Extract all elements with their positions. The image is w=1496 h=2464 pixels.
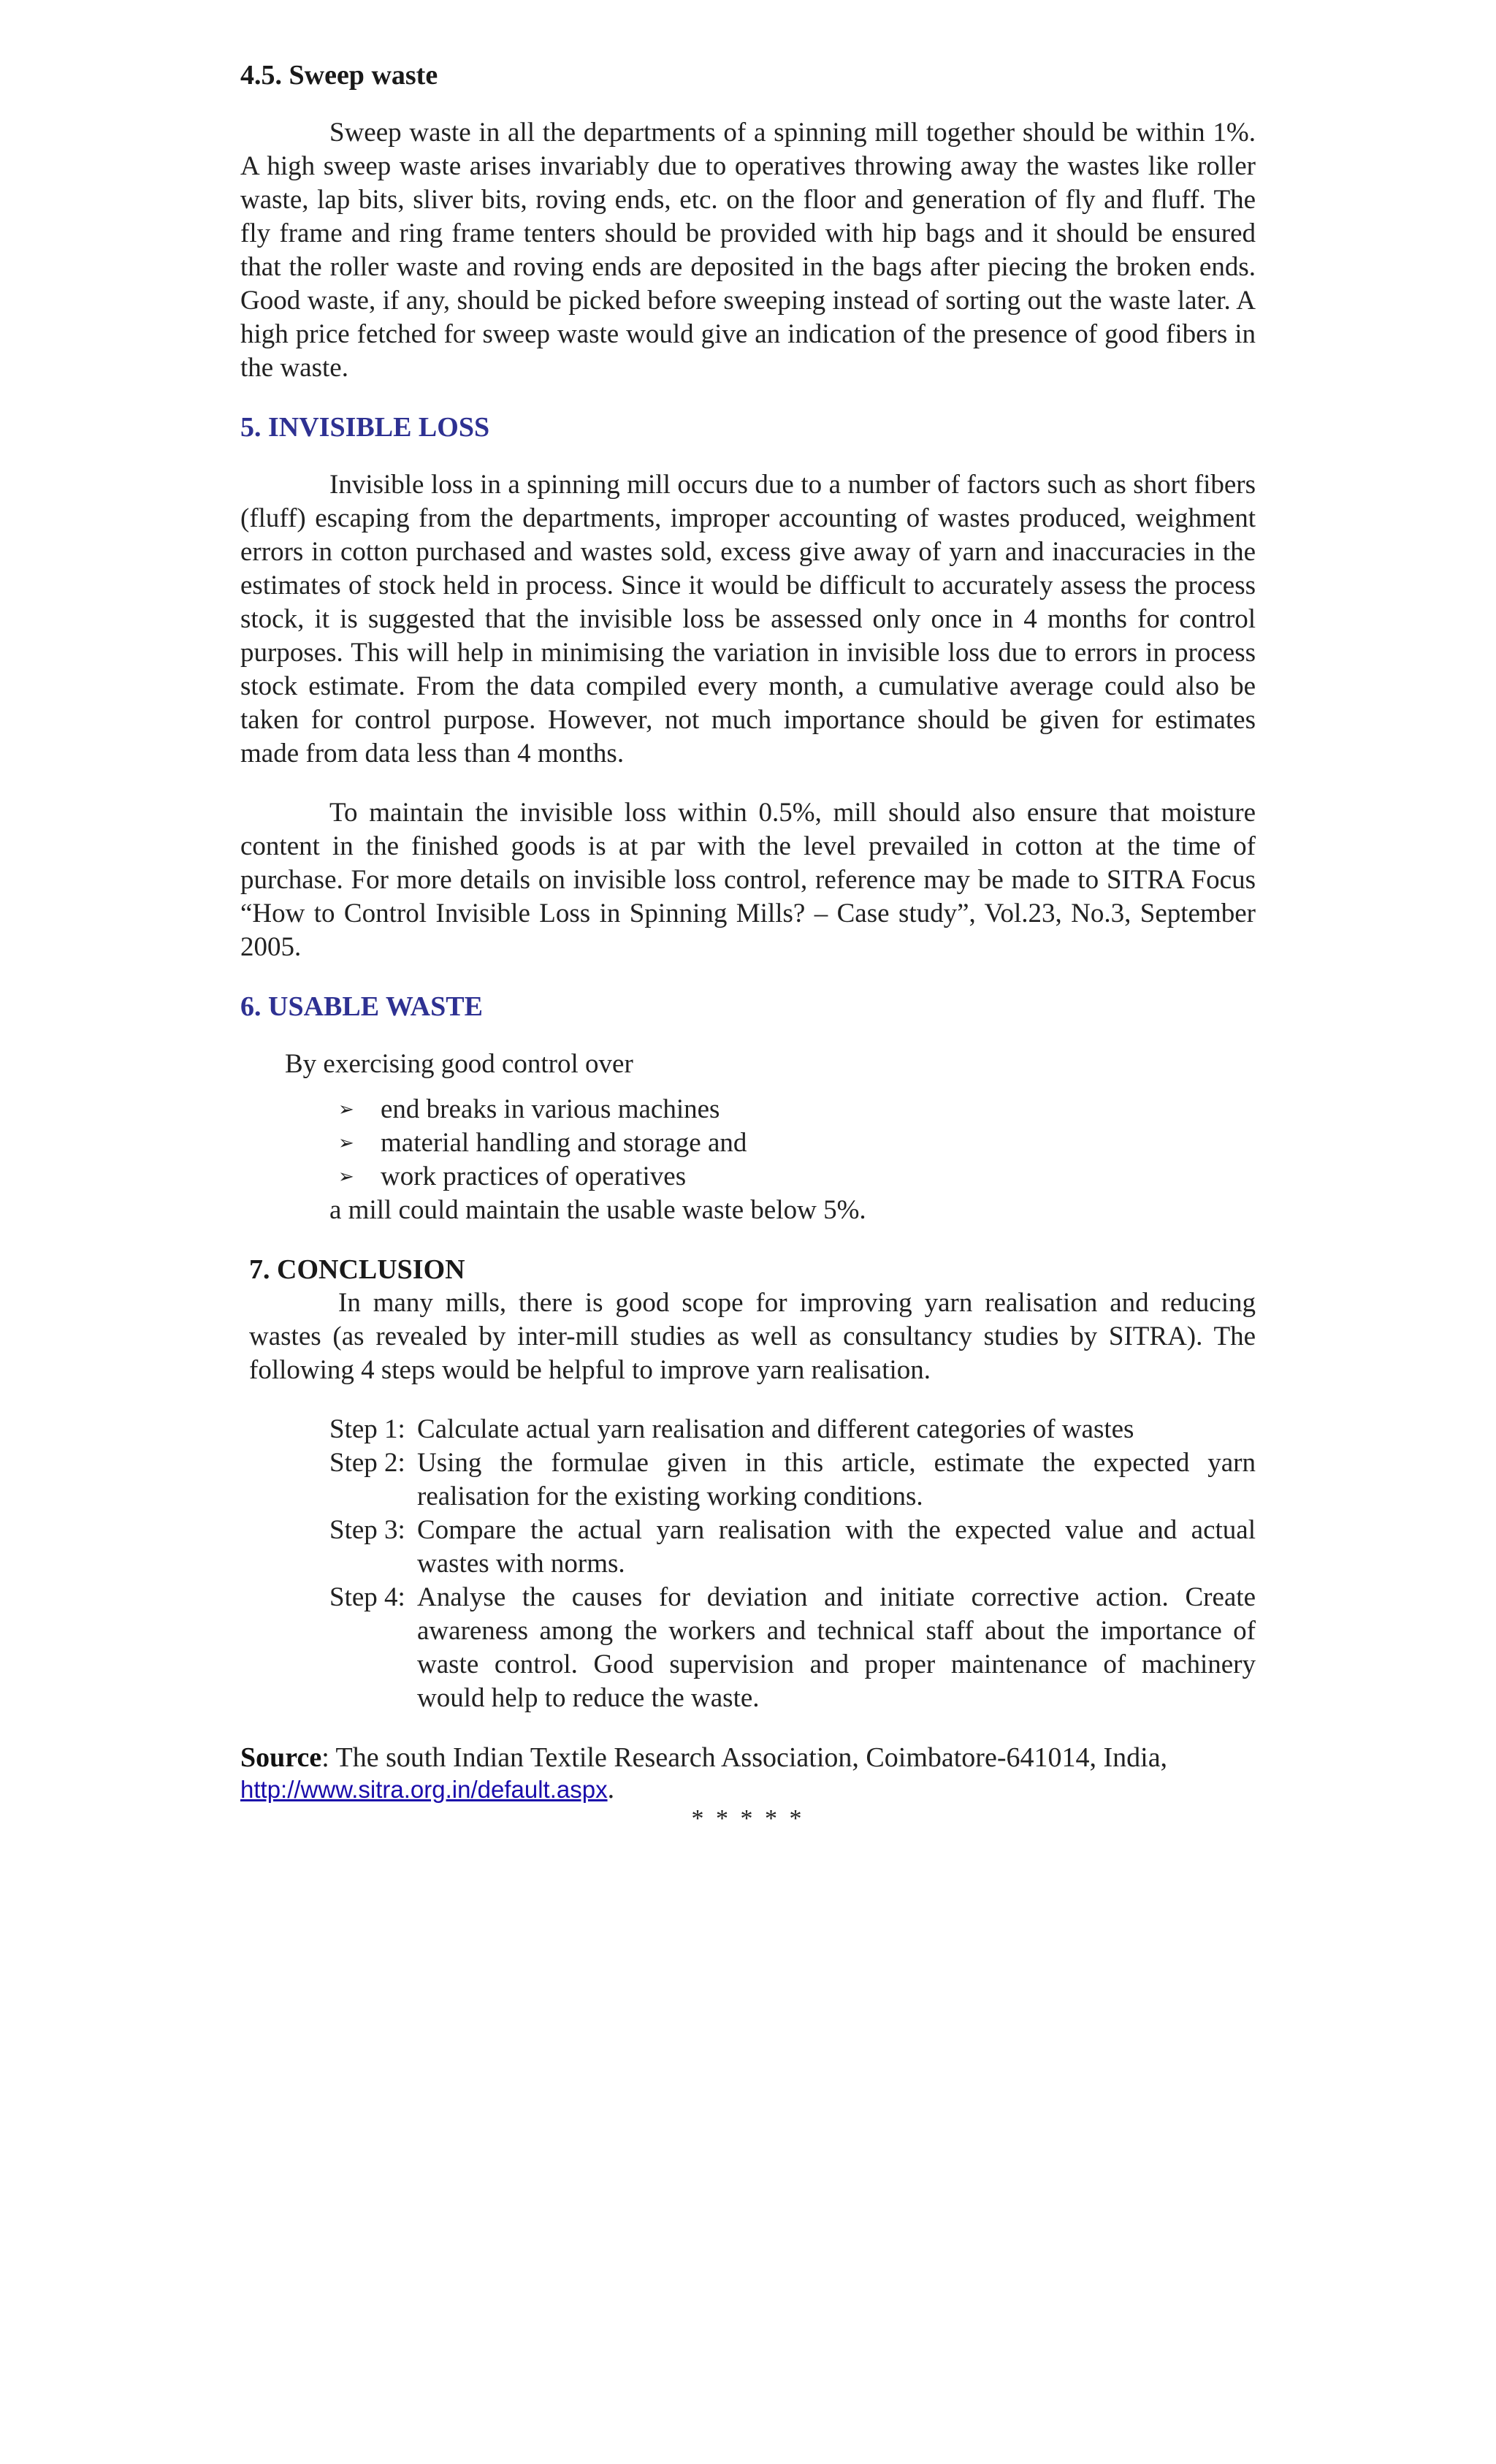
- usable-waste-outro: a mill could maintain the usable waste below 5%.: [329, 1195, 866, 1225]
- conclusion-section: [240, 1253, 1256, 1387]
- sitra-website-link[interactable]: http://www.sitra.org.in/default.aspx: [240, 1776, 608, 1803]
- conclusion-paragraph: In many mills, there is good scope for improving yarn realisation and reducing wastes (as revealed by inter-mill studies as well as consultancy studies by SITRA). The following 4 steps would be helpful to improve yarn realisation.: [249, 1288, 1256, 1385]
- end-of-article-marker: * * * * *: [691, 1805, 805, 1832]
- source-citation: [240, 1741, 1256, 1774]
- list-item: ➢ end breaks in various machines: [329, 1093, 1256, 1126]
- step-item: [329, 1446, 1256, 1514]
- list-item: ➢ work practices of operatives: [329, 1160, 1256, 1194]
- source-text: : The south Indian Textile Research Association, Coimbatore-641014, India,: [321, 1742, 1168, 1773]
- sweep-waste-paragraph: Sweep waste in all the departments of a spinning mill together should be within 1%. A high sweep waste arises invariably due to operatives throwing away the wastes like roller waste, lap bits, sliver bits, roving ends, etc. on the floor and generation of fly and fluff. The fly frame and ring frame tenters should be provided with hip bags and it should be ensured that the roller waste and roving ends are deposited in the bags after piecing the broken ends. Good waste, if any, should be picked before sweeping instead of sorting out the waste later. A high price fetched for sweep waste would give an indication of the presence of good fibers in the waste.: [240, 118, 1256, 383]
- source-label: Source: [240, 1742, 322, 1773]
- conclusion-steps: [240, 1413, 1256, 1715]
- section-heading-conclusion: 7. CONCLUSION: [249, 1254, 465, 1285]
- section-heading-invisible-loss: 5. INVISIBLE LOSS: [240, 412, 490, 443]
- step-item: [329, 1514, 1256, 1581]
- invisible-loss-paragraph-1: Invisible loss in a spinning mill occurs due to a number of factors such as short fibers (fluff) escaping from the departments, improper accounting of wastes produced, weighment errors in cotton purchased and wastes sold, excess give away of yarn and inaccuracies in the estimates of stock held in process. Since it would be difficult to accurately assess the process stock, it is suggested that the invisible loss be assessed only once in 4 months for control purposes. This will help in minimising the variation in invisible loss due to errors in process stock estimate. From the data compiled every month, a cumulative average could also be taken for control purpose. However, not much importance should be given for estimates made from data less than 4 months.: [240, 470, 1256, 768]
- step-label: Step 4:: [329, 1582, 405, 1612]
- section-heading-usable-waste: 6. USABLE WASTE: [240, 991, 483, 1022]
- source-link-line: http://www.sitra.org.in/default.aspx.: [240, 1774, 615, 1804]
- document-page: [240, 58, 1256, 1834]
- step-text: Using the formulae given in this article, estimate the expected yarn realisation for the existing working conditions.: [417, 1448, 1256, 1511]
- step-item: [329, 1581, 1256, 1715]
- step-label: Step 1:: [329, 1414, 405, 1444]
- section-heading-sweep-waste: 4.5. Sweep waste: [240, 60, 438, 91]
- step-label: Step 2:: [329, 1448, 405, 1478]
- step-text: Compare the actual yarn realisation with the expected value and actual wastes with norms.: [417, 1515, 1256, 1579]
- step-text: Calculate actual yarn realisation and different categories of wastes: [417, 1414, 1134, 1444]
- arrow-bullet-icon: ➢: [338, 1132, 354, 1154]
- step-item: [329, 1413, 1256, 1446]
- arrow-bullet-icon: ➢: [338, 1099, 354, 1121]
- usable-waste-list: [240, 1093, 1256, 1194]
- step-label: Step 3:: [329, 1515, 405, 1545]
- list-item: ➢ material handling and storage and: [329, 1126, 1256, 1160]
- arrow-bullet-icon: ➢: [338, 1166, 354, 1188]
- usable-waste-intro: By exercising good control over: [285, 1049, 633, 1079]
- step-text: Analyse the causes for deviation and initiate corrective action. Create awareness among the workers and technical staff about the importance of waste control. Good supervision and proper maintenance of machinery would help to reduce the waste.: [417, 1582, 1256, 1713]
- invisible-loss-paragraph-2: To maintain the invisible loss within 0.5%, mill should also ensure that moisture content in the finished goods is at par with the level prevailed in cotton at the time of purchase. For more details on invisible loss control, reference may be made to SITRA Focus “How to Control Invisible Loss in Spinning Mills? – Case study”, Vol.23, No.3, September 2005.: [240, 798, 1256, 962]
